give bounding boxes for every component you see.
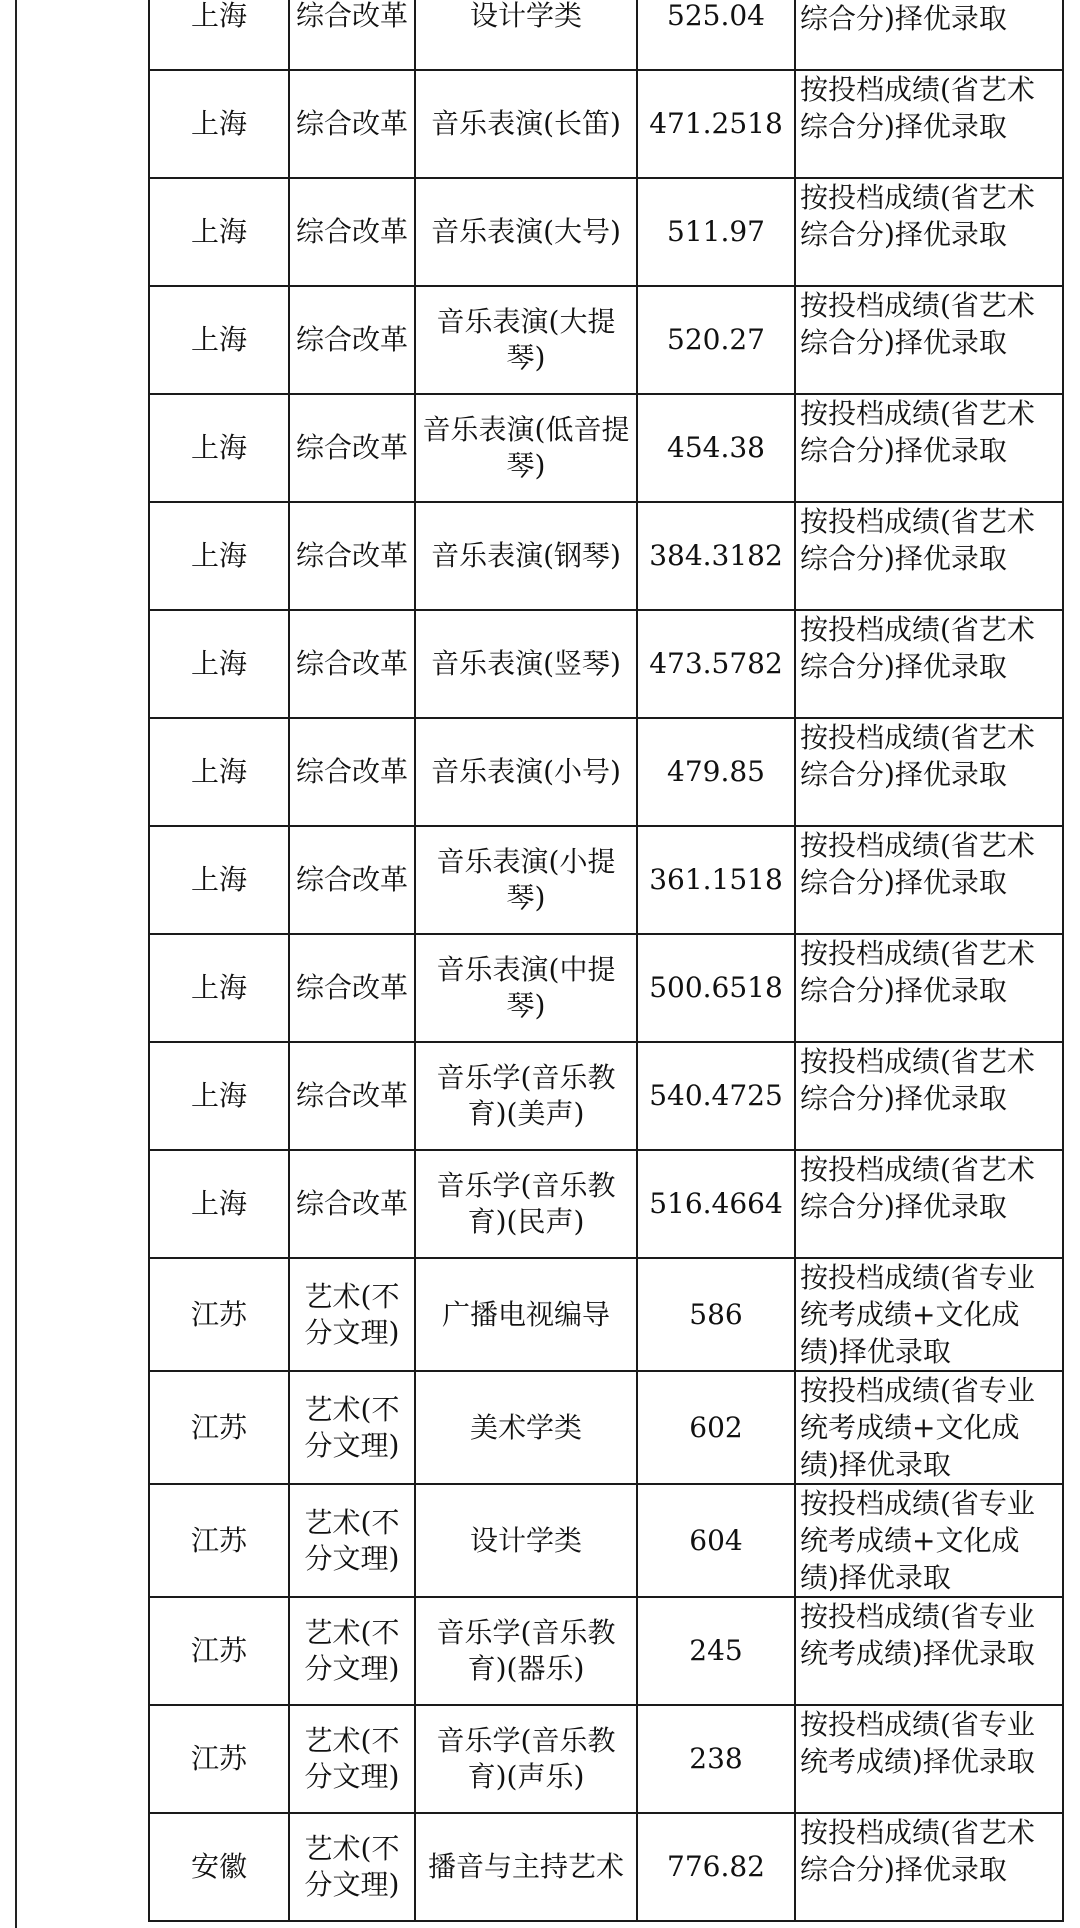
note-cell: 按投档成绩(省艺术综合分)择优录取 <box>795 70 1063 178</box>
table-row <box>149 1371 1063 1484</box>
note-cell: 按投档成绩(省专业统考成绩+文化成绩)择优录取 <box>795 1258 1063 1371</box>
province-cell: 上海 <box>149 502 289 610</box>
score-cell: 520.27 <box>637 286 795 394</box>
table-row <box>149 1597 1063 1705</box>
province-cell: 上海 <box>149 0 289 70</box>
table-row <box>149 286 1063 394</box>
major-cell: 音乐表演(大号) <box>415 178 637 286</box>
score-cell: 586 <box>637 1258 795 1371</box>
score-cell: 540.4725 <box>637 1042 795 1150</box>
note-cell: 按投档成绩(省艺术综合分)择优录取 <box>795 718 1063 826</box>
major-cell: 音乐表演(小号) <box>415 718 637 826</box>
score-cell: 500.6518 <box>637 934 795 1042</box>
category-cell: 艺术(不分文理) <box>289 1813 415 1921</box>
table-row <box>149 1705 1063 1813</box>
category-cell: 综合改革 <box>289 1150 415 1258</box>
category-cell: 综合改革 <box>289 934 415 1042</box>
score-cell: 516.4664 <box>637 1150 795 1258</box>
table-row <box>149 1484 1063 1597</box>
province-cell: 上海 <box>149 1042 289 1150</box>
table-row <box>149 934 1063 1042</box>
category-cell: 综合改革 <box>289 0 415 70</box>
score-cell: 604 <box>637 1484 795 1597</box>
table-row <box>149 0 1063 70</box>
score-cell: 384.3182 <box>637 502 795 610</box>
note-cell: 按投档成绩(省艺术综合分)择优录取 <box>795 178 1063 286</box>
major-cell: 播音与主持艺术 <box>415 1813 637 1921</box>
score-cell: 454.38 <box>637 394 795 502</box>
province-cell: 上海 <box>149 826 289 934</box>
province-cell: 上海 <box>149 934 289 1042</box>
table-row <box>149 1813 1063 1921</box>
note-cell: 按投档成绩(省艺术综合分)择优录取 <box>795 1042 1063 1150</box>
category-cell: 综合改革 <box>289 1042 415 1150</box>
major-cell: 音乐表演(竖琴) <box>415 610 637 718</box>
province-cell: 江苏 <box>149 1597 289 1705</box>
category-cell: 综合改革 <box>289 826 415 934</box>
note-cell: 按投档成绩(省艺术综合分)择优录取 <box>795 394 1063 502</box>
province-cell: 江苏 <box>149 1371 289 1484</box>
note-cell: 按投档成绩(省艺术综合分)择优录取 <box>795 1813 1063 1921</box>
major-cell: 音乐表演(大提琴) <box>415 286 637 394</box>
score-cell: 245 <box>637 1597 795 1705</box>
table-row <box>149 394 1063 502</box>
note-cell: 按投档成绩(省艺术综合分)择优录取 <box>795 286 1063 394</box>
category-cell: 综合改革 <box>289 394 415 502</box>
province-cell: 江苏 <box>149 1258 289 1371</box>
note-cell: 按投档成绩(省专业统考成绩+文化成绩)择优录取 <box>795 1371 1063 1484</box>
table-row <box>149 610 1063 718</box>
table-row <box>149 1258 1063 1371</box>
note-cell: 按投档成绩(省艺术综合分)择优录取 <box>795 502 1063 610</box>
note-cell: 按投档成绩(省艺术综合分)择优录取 <box>795 1150 1063 1258</box>
admission-score-table <box>148 0 1064 1922</box>
major-cell: 音乐学(音乐教育)(声乐) <box>415 1705 637 1813</box>
note-cell: 按投档成绩(省专业统考成绩)择优录取 <box>795 1705 1063 1813</box>
category-cell: 艺术(不分文理) <box>289 1484 415 1597</box>
table-row <box>149 718 1063 826</box>
province-cell: 上海 <box>149 1150 289 1258</box>
table-row <box>149 1042 1063 1150</box>
note-cell: 按投档成绩(省艺术综合分)择优录取 <box>795 610 1063 718</box>
score-cell: 479.85 <box>637 718 795 826</box>
table-row <box>149 502 1063 610</box>
major-cell: 美术学类 <box>415 1371 637 1484</box>
category-cell: 综合改革 <box>289 286 415 394</box>
score-cell: 471.2518 <box>637 70 795 178</box>
score-cell: 511.97 <box>637 178 795 286</box>
province-cell: 上海 <box>149 178 289 286</box>
category-cell: 综合改革 <box>289 610 415 718</box>
table-row <box>149 70 1063 178</box>
score-cell: 525.04 <box>637 0 795 70</box>
category-cell: 综合改革 <box>289 70 415 178</box>
table-row <box>149 826 1063 934</box>
note-cell: 按投档成绩(省艺术综合分)择优录取 <box>795 934 1063 1042</box>
category-cell: 艺术(不分文理) <box>289 1705 415 1813</box>
category-cell: 综合改革 <box>289 502 415 610</box>
score-cell: 238 <box>637 1705 795 1813</box>
score-cell: 361.1518 <box>637 826 795 934</box>
table-row <box>149 1150 1063 1258</box>
major-cell: 音乐表演(长笛) <box>415 70 637 178</box>
note-cell: 按投档成绩(省艺术综合分)择优录取 <box>795 826 1063 934</box>
category-cell: 艺术(不分文理) <box>289 1258 415 1371</box>
category-cell: 艺术(不分文理) <box>289 1371 415 1484</box>
category-cell: 综合改革 <box>289 178 415 286</box>
province-cell: 江苏 <box>149 1484 289 1597</box>
major-cell: 音乐学(音乐教育)(美声) <box>415 1042 637 1150</box>
category-cell: 艺术(不分文理) <box>289 1597 415 1705</box>
major-cell: 设计学类 <box>415 0 637 70</box>
table-body <box>149 0 1063 1921</box>
note-cell: 按投档成绩(省专业统考成绩+文化成绩)择优录取 <box>795 1484 1063 1597</box>
province-cell: 上海 <box>149 286 289 394</box>
province-cell: 江苏 <box>149 1705 289 1813</box>
province-cell: 上海 <box>149 70 289 178</box>
major-cell: 音乐表演(低音提琴) <box>415 394 637 502</box>
major-cell: 音乐学(音乐教育)(民声) <box>415 1150 637 1258</box>
major-cell: 音乐表演(中提琴) <box>415 934 637 1042</box>
note-cell: 综合分)择优录取 <box>795 0 1063 70</box>
province-cell: 上海 <box>149 718 289 826</box>
province-cell: 上海 <box>149 394 289 502</box>
score-cell: 602 <box>637 1371 795 1484</box>
score-cell: 776.82 <box>637 1813 795 1921</box>
category-cell: 综合改革 <box>289 718 415 826</box>
major-cell: 音乐表演(钢琴) <box>415 502 637 610</box>
province-cell: 安徽 <box>149 1813 289 1921</box>
major-cell: 设计学类 <box>415 1484 637 1597</box>
major-cell: 广播电视编导 <box>415 1258 637 1371</box>
note-cell: 按投档成绩(省专业统考成绩)择优录取 <box>795 1597 1063 1705</box>
major-cell: 音乐学(音乐教育)(器乐) <box>415 1597 637 1705</box>
score-cell: 473.5782 <box>637 610 795 718</box>
province-cell: 上海 <box>149 610 289 718</box>
table-row <box>149 178 1063 286</box>
page-left-border <box>15 0 17 1928</box>
major-cell: 音乐表演(小提琴) <box>415 826 637 934</box>
